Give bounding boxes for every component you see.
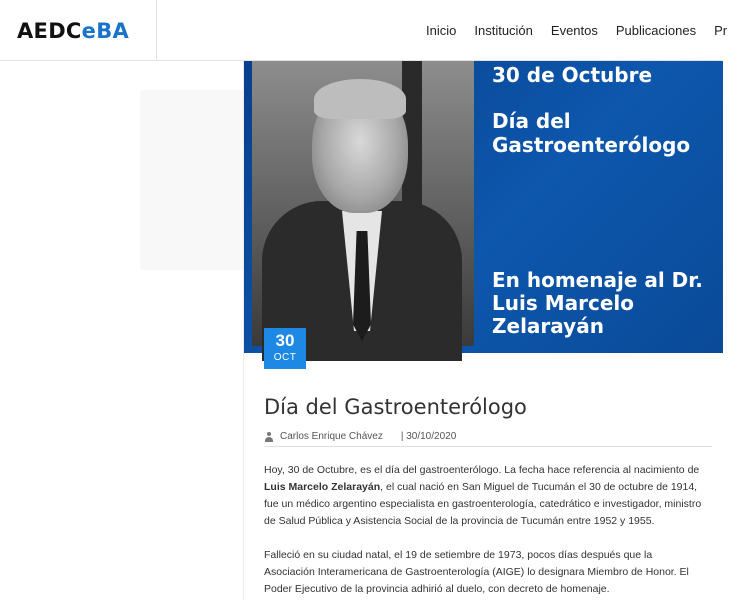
article-paragraph-2: Falleció en su ciudad natal, el 19 de setiembre de 1973, pocos días después que la Asociación Interamericana de Gastroenterología (AIGE) lo designara Miembro de Honor. El Poder Ejecutivo de la provincia adhirió al duelo, con decreto de homenaje. xyxy=(264,549,689,595)
nav-item-inicio[interactable]: Inicio xyxy=(426,23,457,38)
divider xyxy=(264,446,712,447)
portrait-photo xyxy=(252,61,474,346)
background-decoration xyxy=(140,90,250,270)
article-title[interactable]: Día del Gastroenterólogo xyxy=(264,395,527,419)
site-header xyxy=(0,0,728,61)
article-meta xyxy=(264,431,456,442)
nav-item-more[interactable]: Pr xyxy=(714,23,728,38)
date-badge-day: 30 xyxy=(275,331,295,350)
publish-date: | 30/10/2020 xyxy=(400,431,457,442)
author-link[interactable]: Carlos Enrique Chávez xyxy=(280,431,383,442)
date-badge xyxy=(264,328,306,369)
article-card xyxy=(243,61,722,600)
nav-item-institucion[interactable]: Institución xyxy=(474,23,533,38)
highlighted-name: Luis Marcelo Zelarayán xyxy=(264,481,381,493)
banner-title: Día del Gastroenterólogo xyxy=(492,109,691,157)
date-badge-month: OCT xyxy=(273,352,297,363)
nav-item-publicaciones[interactable]: Publicaciones xyxy=(615,23,697,38)
article-paragraph-1: Hoy, 30 de Octubre, es el día del gastroenterólogo. La fecha hace referencia al nacimiento de Luis Marcelo Zelarayán, el cual nació en San Miguel de Tucumán el 30 de octubre de 1914, fue un médico argentino especialista en gastroenterología, catedrático e investigador, ministro de Salud Pública y Asistencia Social de la provincia de Tucumán entre 1952 y 1955. xyxy=(264,464,702,527)
featured-banner[interactable] xyxy=(244,61,723,353)
banner-homage: En homenaje al Dr. Luis Marcelo Zelarayán xyxy=(492,268,703,338)
site-logo[interactable]: AEDCeBA xyxy=(17,18,130,43)
nav-item-eventos[interactable]: Eventos xyxy=(550,23,598,38)
banner-date: 30 de Octubre xyxy=(492,63,653,87)
main-nav xyxy=(426,0,745,61)
logo-container[interactable] xyxy=(0,0,157,61)
user-icon xyxy=(264,432,274,442)
